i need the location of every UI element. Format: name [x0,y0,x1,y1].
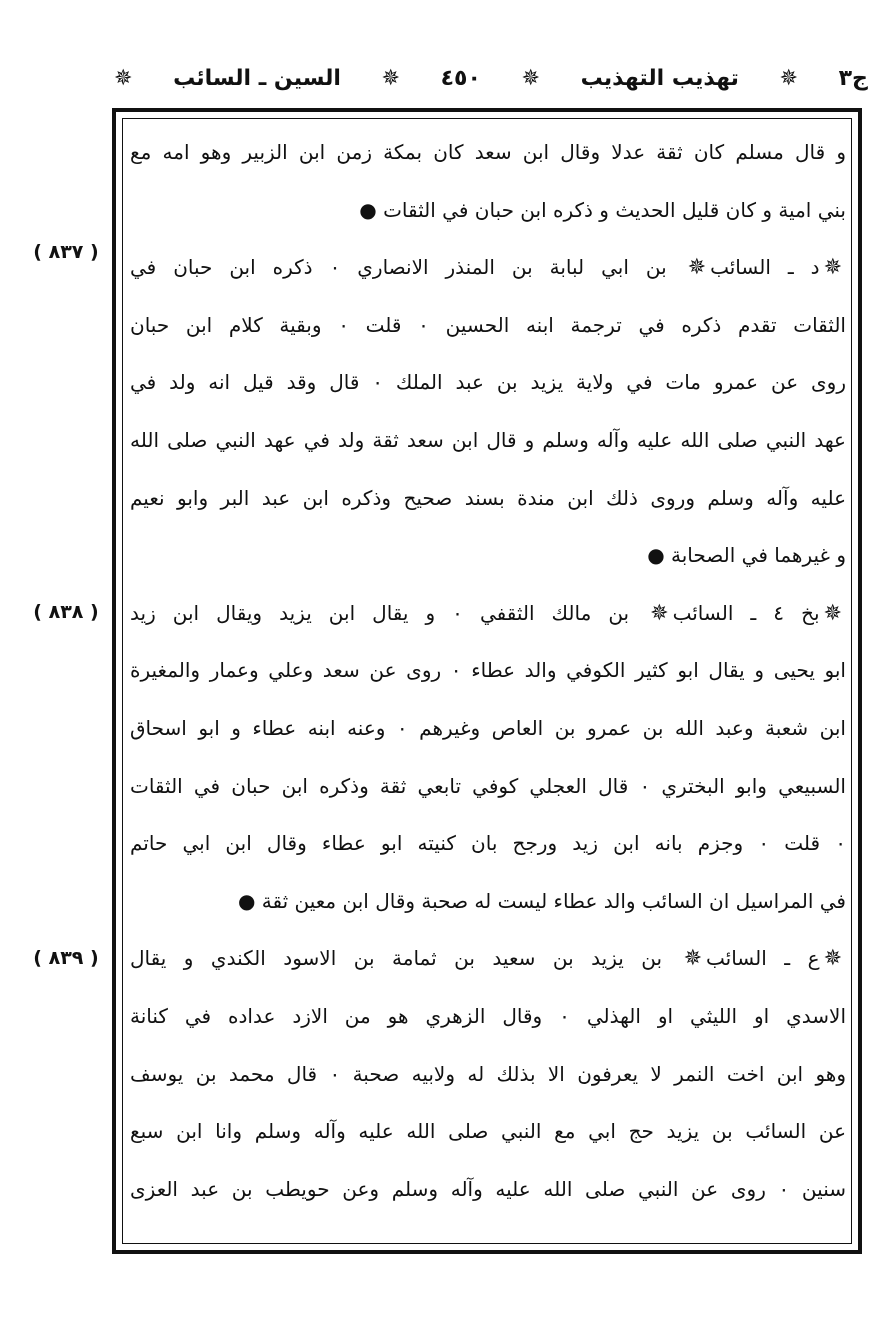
text-line: ابو يحيى و يقال ابو كثير الكوفي والد عطاء ٠ روى عن سعد وعلي وعمار والمغيرة [130,658,846,683]
entry-first-line [130,585,846,643]
text-line: ٠ قلت ٠ وجزم بانه ابن زيد ورجح بان كنيته ابو عطاء وقال ابن ابي حاتم [130,831,846,856]
text-line: روى عن عمرو مات في ولاية يزيد بن عبد الملك ٠ قال وقد قيل انه ولد في [130,370,846,395]
book-title: تهذيب التهذيب [580,65,739,91]
text-line-content: و غيرهما في الصحابة [671,543,846,568]
entry-839 [130,930,846,1218]
entry-siglum: د ـ السائب [710,255,820,280]
end-mark-icon: ● [359,197,377,222]
ornament-icon: ✵ [683,946,702,972]
entry-text: بن مالك الثقفي ٠ و يقال ابن يزيد ويقال ابن زيد [130,600,630,625]
entry-837 [130,239,846,585]
text-line: الاسدي او الليثي او الهذلي ٠ وقال الزهري هو من الازد عداده في كنانة [130,1003,846,1028]
page-number: ٤٥٠ [440,65,481,91]
ornament-icon: ✵ [823,946,842,972]
text-line: عن السائب بن يزيد حج ابي مع النبي صلى الله عليه وآله وسلم وانا ابن سبع [130,1119,846,1144]
text-line: السبيعي وابو البختري ٠ قال العجلي كوفي تابعي ثقة وذكره ابن حبان في الثقات [130,773,846,798]
text-line: الثقات تقدم ذكره في ترجمة ابنه الحسين ٠ قلت ٠ وبقية كلام ابن حبان [130,312,846,337]
entry-first-line [130,930,846,988]
ornament-icon: ✵ [687,255,707,281]
end-mark-icon: ● [647,543,665,568]
text-line: عليه وآله وسلم وروى ذلك ابن مندة بسند صحيح وذكره ابن عبد البر وابو نعيم [130,485,846,510]
header-ornament-icon: ✵ [521,65,540,91]
text-line: وهو ابن اخت النمر لا يعرفون الا بذلك له ولابيه صحبة ٠ قال محمد بن يوسف [130,1061,846,1086]
entry-siglum: ع ـ السائب [706,946,820,971]
text-line [130,527,846,585]
header-ornament-icon: ✵ [381,65,400,91]
entry-first-line [130,239,846,297]
ornament-icon: ✵ [650,600,669,626]
end-mark-icon: ● [237,888,256,913]
text-line: عهد النبي صلى الله عليه وآله وسلم و قال ابن سعد ثقة ولد في عهد النبي صلى الله [130,427,846,452]
entry-number: ( ٨٣٧ ) [33,241,99,263]
entry-text: بن يزيد بن سعيد بن ثمامة بن الاسود الكندي و يقال [130,946,663,971]
text-line: سنين ٠ روى عن النبي صلى الله عليه وآله وسلم وعن حويطب بن عبد العزى [130,1176,846,1201]
text-line: و قال مسلم كان ثقة عدلا وقال ابن سعد كان بمكة زمن ابن الزبير وهو امه مع [130,140,846,164]
ornament-icon: ✵ [823,255,842,281]
entry-text: بن ابي لبابة بن المنذر الانصاري ٠ ذكره ابن حبان في [130,255,667,280]
ornament-icon: ✵ [823,600,842,626]
section-title: السين ـ السائب [173,65,341,91]
entry-838 [130,585,846,931]
header-ornament-icon: ✵ [114,65,133,91]
running-header [112,56,868,100]
text-line-content: بني امية و كان قليل الحديث و ذكره ابن حبان في الثقات [383,197,846,222]
entry-siglum: بخ ٤ ـ السائب [672,600,820,625]
header-ornament-icon: ✵ [779,65,798,91]
body-text [130,124,846,1218]
entry-number: ( ٨٣٨ ) [33,601,99,623]
intro-paragraph [130,124,846,239]
volume-label: ج٣ [838,65,868,91]
text-line [130,182,846,240]
text-line-content: في المراسيل ان السائب والد عطاء ليست له صحبة وقال ابن معين ثقة [261,888,846,913]
text-line [130,873,846,931]
entry-number: ( ٨٣٩ ) [33,947,99,969]
text-line: ابن شعبة وعبد الله بن عمرو بن العاص وغيرهم ٠ وعنه ابنه عطاء و ابو اسحاق [130,715,846,740]
